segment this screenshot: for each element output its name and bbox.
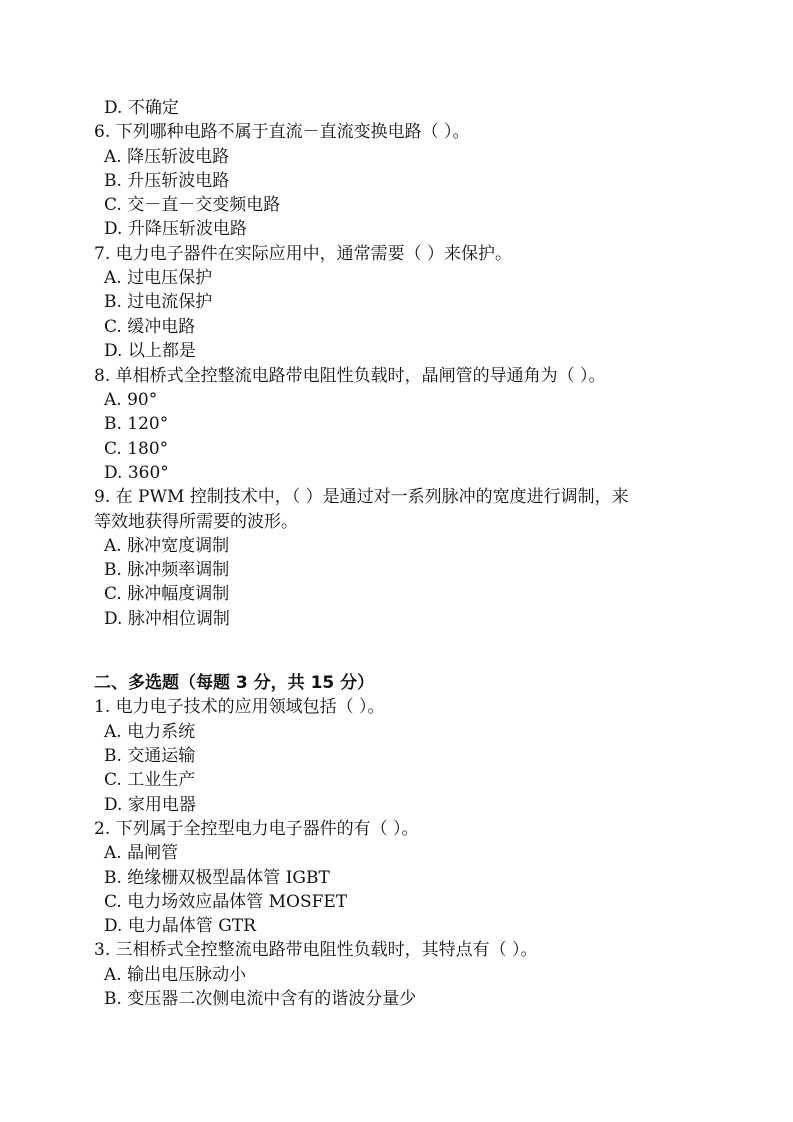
mc-question-2-option-c: C. 电力场效应晶体管 MOSFET xyxy=(104,892,348,912)
question-8-option-b: B. 120° xyxy=(104,414,169,434)
question-9-stem-line2: 等效地获得所需要的波形。 xyxy=(94,512,298,532)
question-7-stem: 7. 电力电子器件在实际应用中，通常需要（ ）来保护。 xyxy=(94,244,513,264)
mc-question-1-stem: 1. 电力电子技术的应用领域包括（ ）。 xyxy=(94,697,385,717)
question-6-option-d: D. 升降压斩波电路 xyxy=(104,219,247,239)
mc-question-2-option-a: A. 晶闸管 xyxy=(104,843,179,863)
question-6-option-c: C. 交－直－交变频电路 xyxy=(104,195,281,215)
mc-question-1-option-a: A. 电力系统 xyxy=(104,722,196,742)
mc-question-3-option-a: A. 输出电压脉动小 xyxy=(104,965,247,985)
mc-question-2-stem: 2. 下列属于全控型电力电子器件的有（ ）。 xyxy=(94,819,419,839)
question-7-option-a: A. 过电压保护 xyxy=(104,268,213,288)
question-7-option-c: C. 缓冲电路 xyxy=(104,317,196,337)
mc-question-2-option-b: B. 绝缘栅双极型晶体管 IGBT xyxy=(104,868,330,888)
section-2-heading: 二、多选题（每题 3 分，共 15 分） xyxy=(94,673,375,693)
mc-question-1-option-d: D. 家用电器 xyxy=(104,795,196,815)
question-8-option-c: C. 180° xyxy=(104,439,169,459)
question-7-option-b: B. 过电流保护 xyxy=(104,292,213,312)
mc-question-1-option-c: C. 工业生产 xyxy=(104,770,196,790)
mc-question-1-option-b: B. 交通运输 xyxy=(104,746,196,766)
question-9-stem-line1: 9. 在 PWM 控制技术中，（ ）是通过对一系列脉冲的宽度进行调制，来 xyxy=(94,487,629,507)
question-6-option-b: B. 升压斩波电路 xyxy=(104,171,230,191)
question-8-stem: 8. 单相桥式全控整流电路带电阻性负载时，晶闸管的导通角为（ ）。 xyxy=(94,366,606,386)
q5-option-d: D. 不确定 xyxy=(104,98,179,118)
question-6-stem: 6. 下列哪种电路不属于直流－直流变换电路（ ）。 xyxy=(94,122,470,142)
question-9-option-b: B. 脉冲频率调制 xyxy=(104,560,230,580)
mc-question-3-option-b: B. 变压器二次侧电流中含有的谐波分量少 xyxy=(104,989,417,1009)
question-9-option-d: D. 脉冲相位调制 xyxy=(104,609,230,629)
question-9-option-a: A. 脉冲宽度调制 xyxy=(104,536,230,556)
question-8-option-d: D. 360° xyxy=(104,463,169,483)
mc-question-3-stem: 3. 三相桥式全控整流电路带电阻性负载时，其特点有（ ）。 xyxy=(94,940,538,960)
question-9-option-c: C. 脉冲幅度调制 xyxy=(104,584,230,604)
mc-question-2-option-d: D. 电力晶体管 GTR xyxy=(104,916,256,936)
question-7-option-d: D. 以上都是 xyxy=(104,341,196,361)
question-6-option-a: A. 降压斩波电路 xyxy=(104,147,230,167)
question-8-option-a: A. 90° xyxy=(104,390,158,410)
